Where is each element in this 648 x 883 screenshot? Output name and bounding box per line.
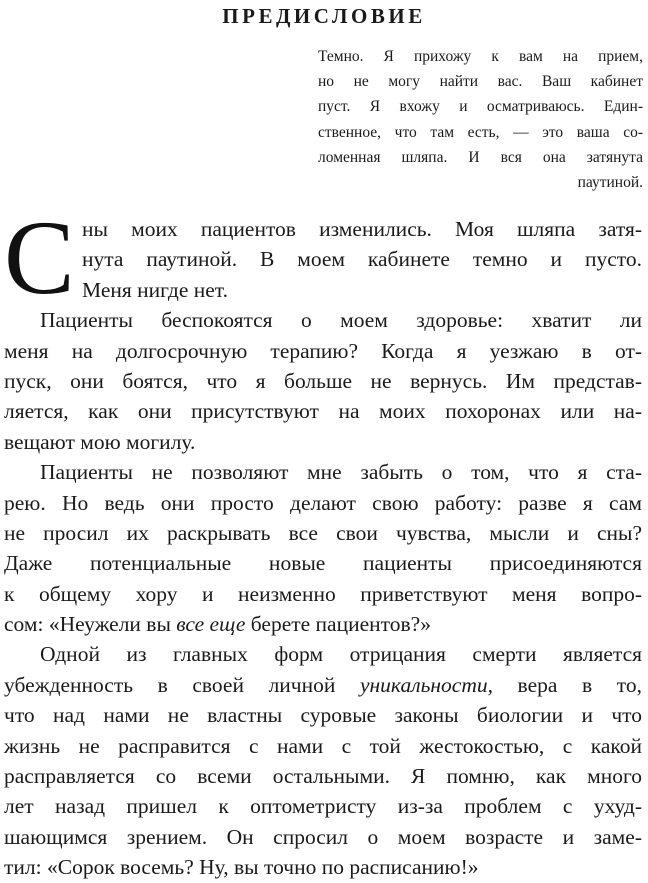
paragraph-line: ляется, как они присутствуют на моих похоронах или на- <box>4 399 642 424</box>
paragraph-line: жизнь не расправится с нами с той жестокостью, с какой <box>4 733 642 758</box>
epigraph-line: ломенная шляпа. И вся она затянута <box>318 148 643 166</box>
italic-run: все еще <box>176 612 246 637</box>
paragraph-line <box>4 670 642 700</box>
paragraph-line: пуск, они боятся, что я больше не вернусь. Им представ- <box>4 368 642 393</box>
paragraph-line: расправляется со всеми остальными. Я помню, как много <box>4 764 642 789</box>
paragraph-line: нута паутиной. В моем кабинете темно и пусто. <box>82 247 642 272</box>
paragraph-line: меня на долгосрочную терапию? Когда я уезжаю в от- <box>4 338 642 363</box>
paragraph-line: Одной из главных форм отрицания смерти является <box>40 642 642 667</box>
epigraph-line: паутиной. <box>577 174 643 192</box>
epigraph-line: Темно. Я прихожу к вам на прием, <box>318 48 643 65</box>
paragraph-line: лет назад пришел к оптометристу из-за проблем с ухуд- <box>4 794 642 819</box>
epigraph <box>318 44 643 195</box>
paragraph-line: Даже потенциальные новые пациенты присоединяются <box>4 551 642 576</box>
paragraph-line: что над нами не властны суровые законы биологии и что <box>4 703 642 728</box>
paragraph-line: не просил их раскрывать все свои чувства, мысли и сны? <box>4 520 642 545</box>
paragraph-line: Меня нигде нет. <box>82 277 228 302</box>
paragraph-line: Пациенты беспокоятся о моем здоровье: хватит ли <box>40 308 642 333</box>
italic-run: уникальности <box>359 672 488 697</box>
paragraph-line: шающимся зрением. Он спросил о моем возрасте и заме- <box>4 824 642 849</box>
drop-cap: С <box>4 199 75 316</box>
paragraph-line: тил: «Сорок восемь? Ну, вы точно по расписанию!» <box>4 855 479 880</box>
paragraph-line: ны моих пациентов изменились. Моя шляпа затя- <box>82 217 642 241</box>
paragraph-line <box>4 609 642 639</box>
text-run: , вера в то, <box>487 672 642 697</box>
paragraph-line: рею. Но ведь они просто делают свою работу: разве я сам <box>4 490 642 515</box>
text-run: убежденность в своей личной <box>4 672 360 697</box>
chapter-heading: ПРЕДИСЛОВИЕ <box>222 4 426 28</box>
epigraph-line: ственное, что там есть, — это ваша со- <box>318 123 643 141</box>
body-text <box>4 199 642 883</box>
epigraph-line: пуст. Я вхожу и осматриваюсь. Един- <box>318 98 643 116</box>
paragraph-line: к общему хору и неизменно приветствуют меня вопро- <box>4 581 642 606</box>
text-run: берете пациентов?» <box>245 612 431 637</box>
paragraph-line: Пациенты не позволяют мне забыть о том, что я ста- <box>40 460 642 485</box>
text-run: сом: «Неужели вы <box>4 612 177 637</box>
paragraph-line: вещают мою могилу. <box>4 429 196 454</box>
epigraph-line: но не могу найти вас. Ваш кабинет <box>318 73 643 91</box>
